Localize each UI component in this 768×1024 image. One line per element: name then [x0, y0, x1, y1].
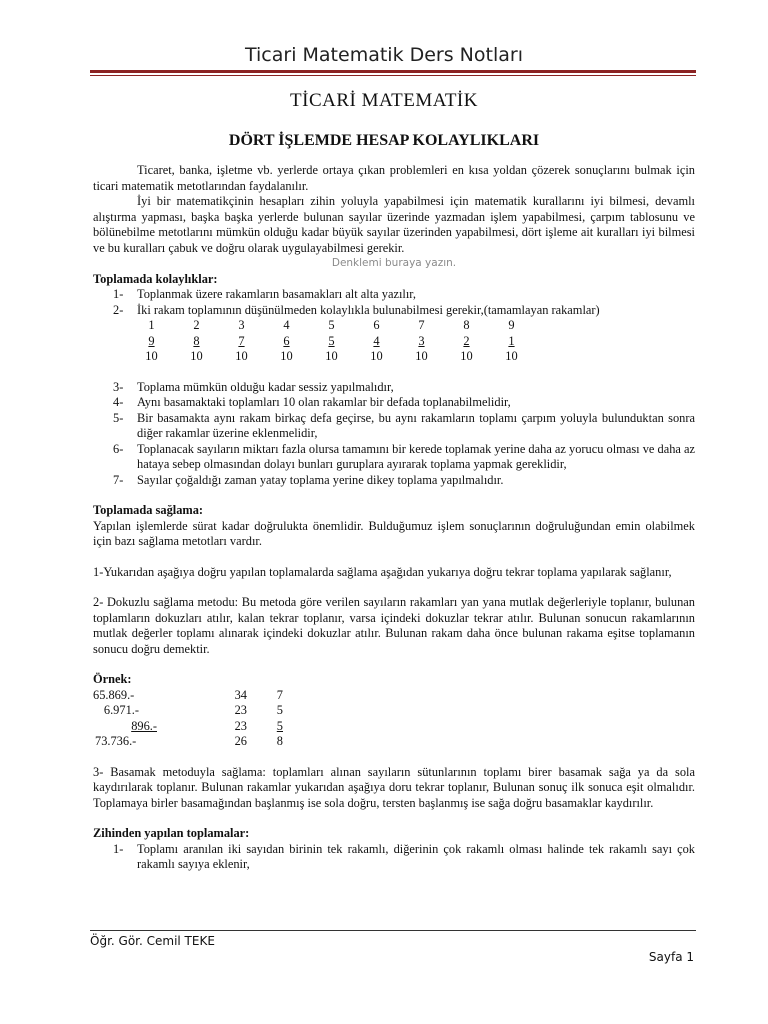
list-number: 6-	[113, 441, 124, 456]
example-number: 896.-	[131, 718, 157, 733]
page-number: Sayfa 1	[648, 950, 694, 964]
example-number: 6.971.-	[103, 703, 139, 717]
section-heading-mental-addition: Zihinden yapılan toplamalar:	[93, 826, 250, 840]
grid-cell: 2	[463, 333, 470, 348]
list-text: Aynı basamaktaki toplamları 10 olan rakamlar bir defada toplanabilmelidir,	[137, 395, 511, 409]
list-text: Toplanacak sayıların miktarı fazla olursa tamamını bir kerede toplamak yerine daha az yorucu olması ve daha az hataya sebep olmasından dolayı bunları guruplara ayırarak toplama yapmak gereklidir,	[137, 441, 695, 471]
list-item	[93, 303, 695, 319]
grid-cell: 10	[505, 349, 518, 363]
footer-rule	[90, 930, 696, 931]
example-row	[93, 734, 695, 750]
header-rule	[90, 70, 696, 73]
example-digit-sum: 23	[234, 718, 247, 733]
grid-cell: 7	[238, 333, 245, 348]
list-number: 4-	[113, 395, 124, 409]
list-item	[93, 395, 695, 411]
page-header-title: Ticari Matematik Ders Notları	[245, 44, 523, 66]
grid-cell: 3	[418, 333, 425, 348]
spacer	[93, 811, 695, 826]
example-digit-sum: 23	[234, 703, 247, 717]
list-text: Toplama mümkün olduğu kadar sessiz yapılmalıdır,	[137, 379, 394, 394]
grid-cell: 1	[148, 318, 155, 332]
example-number: 73.736.-	[95, 734, 137, 748]
grid-cell: 5	[328, 333, 335, 348]
section-heading-addition-shortcuts: Toplamada kolaylıklar:	[93, 271, 218, 286]
grid-row-middle	[129, 334, 695, 350]
grid-cell: 6	[373, 318, 380, 332]
list-text: Toplamı aranılan iki sayıdan birinin tek rakamlı, diğerinin çok rakamlı olması halinde tek rakamlı sayı çok rakamlı sayıya eklenir,	[137, 841, 695, 871]
list-item	[93, 842, 695, 873]
grid-cell: 3	[238, 318, 245, 332]
list-item	[93, 473, 695, 489]
grid-cell: 6	[283, 333, 290, 348]
equation-placeholder[interactable]: Denklemi buraya yazın.	[331, 257, 457, 269]
header-rule-thin	[90, 75, 696, 76]
grid-cell: 2	[193, 318, 200, 332]
example-table	[93, 688, 695, 750]
example-digit-sum: 26	[234, 734, 247, 748]
intro-paragraph-2: İyi bir matematikçinin hesapları zihin yoluyla yapabilmesi için matematik kurallarını iyi bilmesi, devamlı alıştırma yapması, başka başka yerlerde bulunan sayılar üzerinde yazmadan işlem yapabilmesi, çarpım tablosunu ve bölünebilme metotlarını mümkün olduğu kadar büyük sayılar üzerinden yapabilmesi, dört işleme ait kuralları iyi bilmesi ve bu kuralları çabuk ve doğru olarak uygulayabilmesi gerekir.	[93, 194, 695, 255]
spacer	[93, 750, 695, 765]
example-nine-remainder: 5	[276, 718, 283, 733]
list-number: 3-	[113, 379, 124, 394]
list-text: İki rakam toplamının düşünülmeden kolaylıkla bulunabilmesi gerekir,(tamamlayan rakamlar)	[137, 302, 600, 317]
grid-cell: 5	[328, 318, 335, 332]
grid-cell: 10	[415, 349, 428, 363]
grid-cell: 10	[460, 349, 473, 363]
example-digit-sum: 34	[234, 687, 247, 702]
grid-row-top	[129, 318, 695, 334]
paragraph: 3- Basamak metoduyla sağlama: toplamları alınan sayıların sütunlarının toplamı birer basamak sağa ya da sola kaydırılarak toplanır. Bulunan rakamlar yukarıdan aşağıya doru tekrar toplanır, Bulunan sonuç ilk sonuca eşit olmalıdır. Toplamaya birler basamağından başlanmış ise sola doğru, tersten başlanmış ise sağa doğru basamaklar kaydırılır.	[93, 764, 695, 810]
list-item	[93, 442, 695, 473]
grid-cell: 10	[280, 349, 293, 363]
grid-cell: 9	[148, 333, 155, 348]
grid-cell: 7	[418, 318, 425, 332]
list-number: 5-	[113, 410, 124, 425]
list-text: Sayılar çoğaldığı zaman yatay toplama yerine dikey toplama yapılmalıdır.	[137, 472, 504, 487]
grid-row-sum	[129, 349, 695, 365]
grid-cell: 1	[508, 333, 515, 348]
paragraph: Yapılan işlemlerde sürat kadar doğrulukta önemlidir. Bulduğumuz işlem sonuçlarının doğruluğundan emin olabilmek için bazı sağlama metotları vardır.	[93, 518, 695, 548]
section-heading-addition-check: Toplamada sağlama:	[93, 503, 204, 517]
list-item	[93, 411, 695, 442]
list-number: 7-	[113, 472, 124, 487]
list-item	[93, 380, 695, 396]
list-number: 1-	[113, 287, 124, 301]
spacer	[93, 580, 695, 595]
example-nine-remainder: 7	[276, 687, 283, 702]
paragraph: 1-Yukarıdan aşağıya doğru yapılan toplamalarda sağlama aşağıdan yukarıya doğru tekrar toplama yapılarak sağlanır,	[93, 564, 672, 579]
complement-number-grid	[129, 318, 695, 365]
example-heading: Örnek:	[93, 672, 132, 686]
grid-cell: 10	[325, 349, 338, 363]
grid-cell: 10	[235, 349, 248, 363]
document-subtitle: DÖRT İŞLEMDE HESAP KOLAYLIKLARI	[228, 132, 540, 149]
list-item	[93, 287, 695, 303]
document-body	[93, 163, 695, 873]
example-row	[93, 719, 695, 735]
example-number: 65.869.-	[93, 687, 135, 702]
grid-cell: 10	[190, 349, 203, 363]
grid-cell: 9	[508, 318, 515, 332]
spacer	[93, 488, 695, 503]
grid-cell: 10	[145, 349, 158, 363]
example-nine-remainder: 5	[276, 703, 283, 717]
grid-cell: 10	[370, 349, 383, 363]
list-text: Bir basamakta aynı rakam birkaç defa geçirse, bu aynı rakamların toplamı çarpım yoluyla bulunduktan sonra diğer rakamlar üzerine eklenmelidir,	[137, 410, 695, 440]
list-number: 2-	[113, 302, 124, 317]
list-number: 1-	[113, 841, 124, 856]
document-title: TİCARİ MATEMATİK	[290, 90, 478, 111]
intro-paragraph-1: Ticaret, banka, işletme vb. yerlerde ortaya çıkan problemleri en kısa yoldan çözerek sonuçlarını bulmak için ticari matematik metotlarından faydalanılır.	[93, 163, 695, 193]
spacer	[93, 365, 695, 380]
example-row	[93, 688, 695, 704]
spacer	[93, 550, 695, 565]
grid-cell: 8	[193, 333, 200, 348]
example-row	[93, 703, 695, 719]
grid-cell: 8	[463, 318, 470, 332]
paragraph: 2- Dokuzlu sağlama metodu: Bu metoda göre verilen sayıların rakamları yan yana mutlak değerleriyle toplanır, bulunan toplamların dokuzları atılır, kalan tekrar toplanır, varsa içindeki dokuzlar tekrar atılır. Bulunan sonucun rakamlarının mutlak değerler toplamı alınarak içindeki dokuzlar atılır. Bulunan rakam daha önce bulunan rakama eşitse toplamanın sonucu doğru demektir.	[93, 595, 695, 656]
example-nine-remainder: 8	[276, 734, 283, 748]
footer-author: Öğr. Gör. Cemil TEKE	[90, 934, 215, 948]
spacer	[93, 657, 695, 672]
grid-cell: 4	[373, 333, 380, 348]
grid-cell: 4	[283, 318, 290, 332]
list-text: Toplanmak üzere rakamların basamakları alt alta yazılır,	[137, 287, 417, 301]
